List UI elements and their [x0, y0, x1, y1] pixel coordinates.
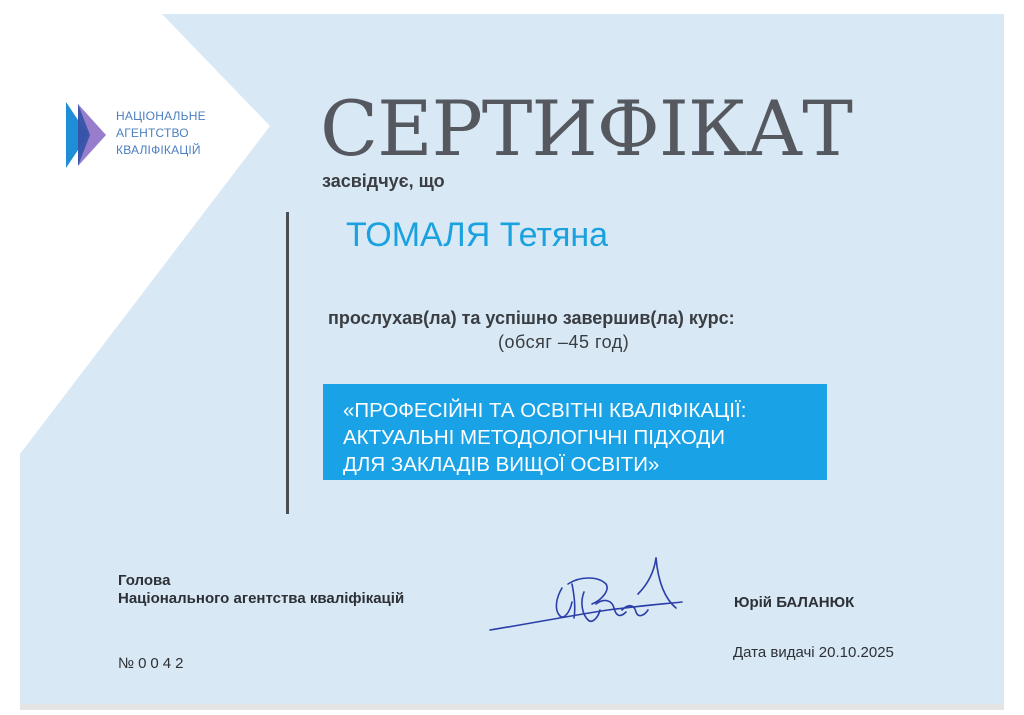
vertical-divider	[286, 212, 289, 514]
course-title-line-3: ДЛЯ ЗАКЛАДІВ ВИЩОЇ ОСВІТИ»	[343, 453, 660, 476]
position-line-1: Голова	[118, 572, 171, 589]
certificate-title: СЕРТИФІКАТ	[320, 84, 852, 173]
logo-text: НАЦІОНАЛЬНЕ АГЕНТСТВО КВАЛІФІКАЦІЙ	[116, 109, 206, 157]
course-title-line-2: АКТУАЛЬНІ МЕТОДОЛОГІЧНІ ПІДХОДИ	[343, 426, 725, 449]
certificate-sheet	[20, 14, 1004, 704]
certificate-number: №0042	[118, 655, 188, 672]
course-intro-text: прослухав(ла) та успішно завершив(ла) курс:	[328, 308, 735, 328]
course-title-box	[323, 384, 827, 480]
course-volume: (обсяг –45 год)	[498, 332, 630, 352]
course-title-line-1: «ПРОФЕСІЙНІ ТА ОСВІТНІ КВАЛІФІКАЦІЇ:	[343, 399, 747, 422]
logo-triangles-icon	[64, 102, 110, 168]
certifies-text: засвідчує, що	[322, 171, 445, 191]
signer-name: Юрій БАЛАНЮК	[734, 594, 855, 611]
handwritten-signature	[488, 554, 684, 636]
issue-date: Дата видачі 20.10.2025	[733, 644, 894, 661]
agency-logo	[64, 102, 224, 172]
position-line-2: Національного агентства кваліфікацій	[118, 590, 405, 607]
sheet-shadow	[20, 704, 1004, 710]
signer-position	[118, 572, 404, 608]
person-name: ТОМАЛЯ Тетяна	[346, 216, 609, 254]
